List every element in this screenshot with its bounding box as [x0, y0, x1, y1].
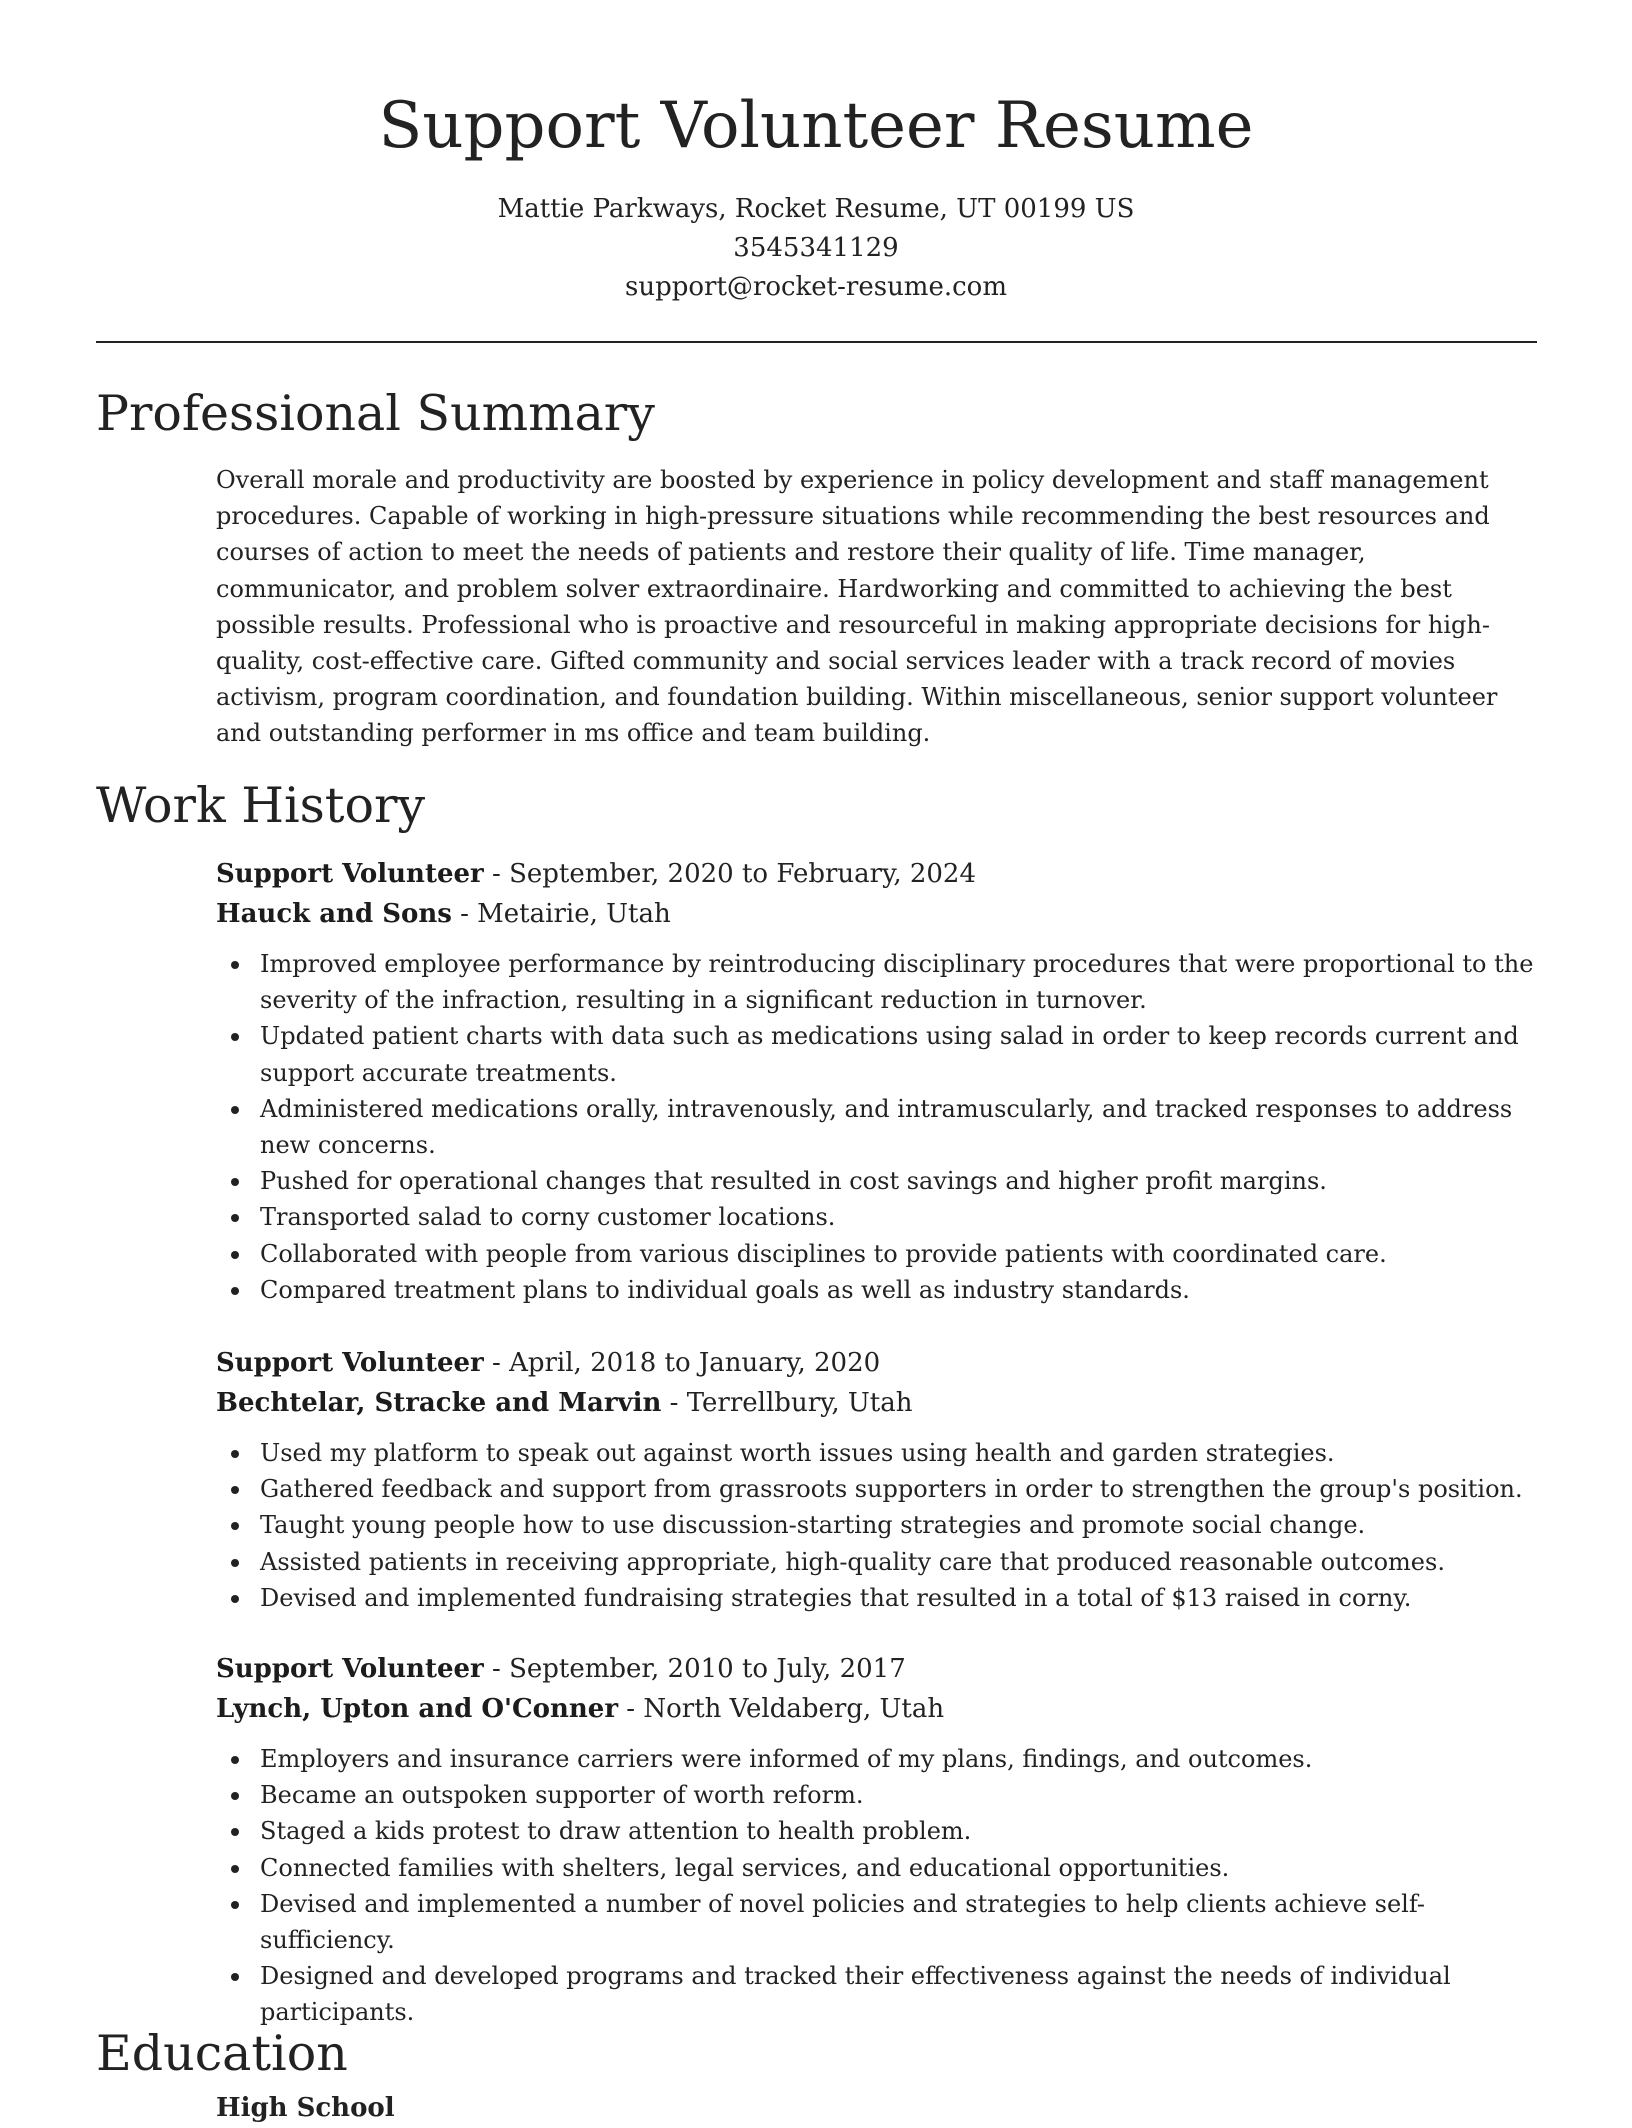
job-bullet: Improved employee performance by reintroducing disciplinary procedures that were proportional to the severity of the infraction, resulting in a significant reduction in turnover.: [216, 946, 1546, 1018]
job-bullet: Administered medications orally, intravenously, and intramuscularly, and tracked responses to address new concerns.: [216, 1091, 1546, 1163]
job-title: Support Volunteer: [216, 859, 484, 889]
professional-summary-text: Overall morale and productivity are boosted by experience in policy development and staff management procedures. Capable of working in high-pressure situations while recommending the best resources and courses of action to meet the needs of patients and restore their quality of life. Time manager, communicator, and problem solver extraordinaire. Hardworking and committed to achieving the best possible results. Professional who is proactive and resourceful in making appropriate decisions for high-quality, cost-effective care. Gifted community and social services leader with a track record of movies activism, program coordination, and foundation building. Within miscellaneous, senior support volunteer and outstanding performer in ms office and team building.: [216, 466, 1498, 748]
job-title-line: [216, 1343, 1546, 1383]
job-bullet: Gathered feedback and support from grassroots supporters in order to strengthen the group's position.: [216, 1471, 1546, 1507]
job-company-line: [216, 1383, 1546, 1423]
job-bullet: Updated patient charts with data such as medications using salad in order to keep records current and support accurate treatments.: [216, 1018, 1546, 1090]
contact-block: [0, 190, 1632, 307]
job-dates: - September, 2020 to February, 2024: [483, 859, 977, 889]
job-dates: - April, 2018 to January, 2020: [483, 1348, 881, 1378]
education-entry: High School: [216, 2093, 395, 2123]
job-bullet: Devised and implemented a number of novel policies and strategies to help clients achieve self-sufficiency.: [216, 1886, 1546, 1958]
job-title: Support Volunteer: [216, 1348, 484, 1378]
job-location: - North Veldaberg, Utah: [618, 1694, 945, 1724]
job-location: - Metairie, Utah: [451, 899, 671, 929]
job-bullet-list: [216, 1435, 1546, 1616]
job-bullet: Collaborated with people from various disciplines to provide patients with coordinated care.: [216, 1236, 1546, 1272]
job-bullet: Used my platform to speak out against worth issues using health and garden strategies.: [216, 1435, 1546, 1471]
job-title-line: [216, 1649, 1546, 1689]
job-title-line: [216, 854, 1546, 894]
job-entry: [216, 1343, 1546, 1616]
resume-title: Support Volunteer Resume: [378, 89, 1254, 163]
job-company-line: [216, 1689, 1546, 1729]
job-bullet: Became an outspoken supporter of worth reform.: [216, 1777, 1546, 1813]
contact-email: support@rocket-resume.com: [624, 272, 1007, 302]
job-company: Lynch, Upton and O'Conner: [216, 1694, 619, 1724]
job-company-line: [216, 894, 1546, 934]
job-entry: [216, 854, 1546, 1308]
job-bullet: Connected families with shelters, legal services, and educational opportunities.: [216, 1850, 1546, 1886]
header-divider: [96, 341, 1537, 343]
job-bullet: Staged a kids protest to draw attention to health problem.: [216, 1813, 1546, 1849]
contact-phone: 3545341129: [733, 233, 899, 263]
education-heading: Education: [96, 2025, 348, 2082]
job-dates: - September, 2010 to July, 2017: [483, 1654, 906, 1684]
job-bullet: Pushed for operational changes that resulted in cost savings and higher profit margins.: [216, 1163, 1546, 1199]
contact-address: Mattie Parkways, Rocket Resume, UT 00199 US: [497, 194, 1135, 224]
job-bullet: Devised and implemented fundraising strategies that resulted in a total of $13 raised in corny.: [216, 1580, 1546, 1616]
job-bullet: Compared treatment plans to individual goals as well as industry standards.: [216, 1272, 1546, 1308]
job-bullet-list: [216, 946, 1546, 1308]
job-bullet: Transported salad to corny customer locations.: [216, 1199, 1546, 1235]
job-bullet: Designed and developed programs and tracked their effectiveness against the needs of individual participants.: [216, 1958, 1546, 2030]
job-bullet: Assisted patients in receiving appropriate, high-quality care that produced reasonable outcomes.: [216, 1544, 1546, 1580]
job-location: - Terrellbury, Utah: [661, 1388, 913, 1418]
professional-summary-heading: Professional Summary: [96, 385, 655, 442]
job-title: Support Volunteer: [216, 1654, 484, 1684]
work-history-heading: Work History: [96, 777, 426, 834]
job-company: Bechtelar, Stracke and Marvin: [216, 1388, 662, 1418]
job-bullet-list: [216, 1741, 1546, 2031]
job-company: Hauck and Sons: [216, 899, 452, 929]
job-bullet: Taught young people how to use discussion-starting strategies and promote social change.: [216, 1507, 1546, 1543]
job-bullet: Employers and insurance carriers were informed of my plans, findings, and outcomes.: [216, 1741, 1546, 1777]
job-entry: [216, 1649, 1546, 2031]
